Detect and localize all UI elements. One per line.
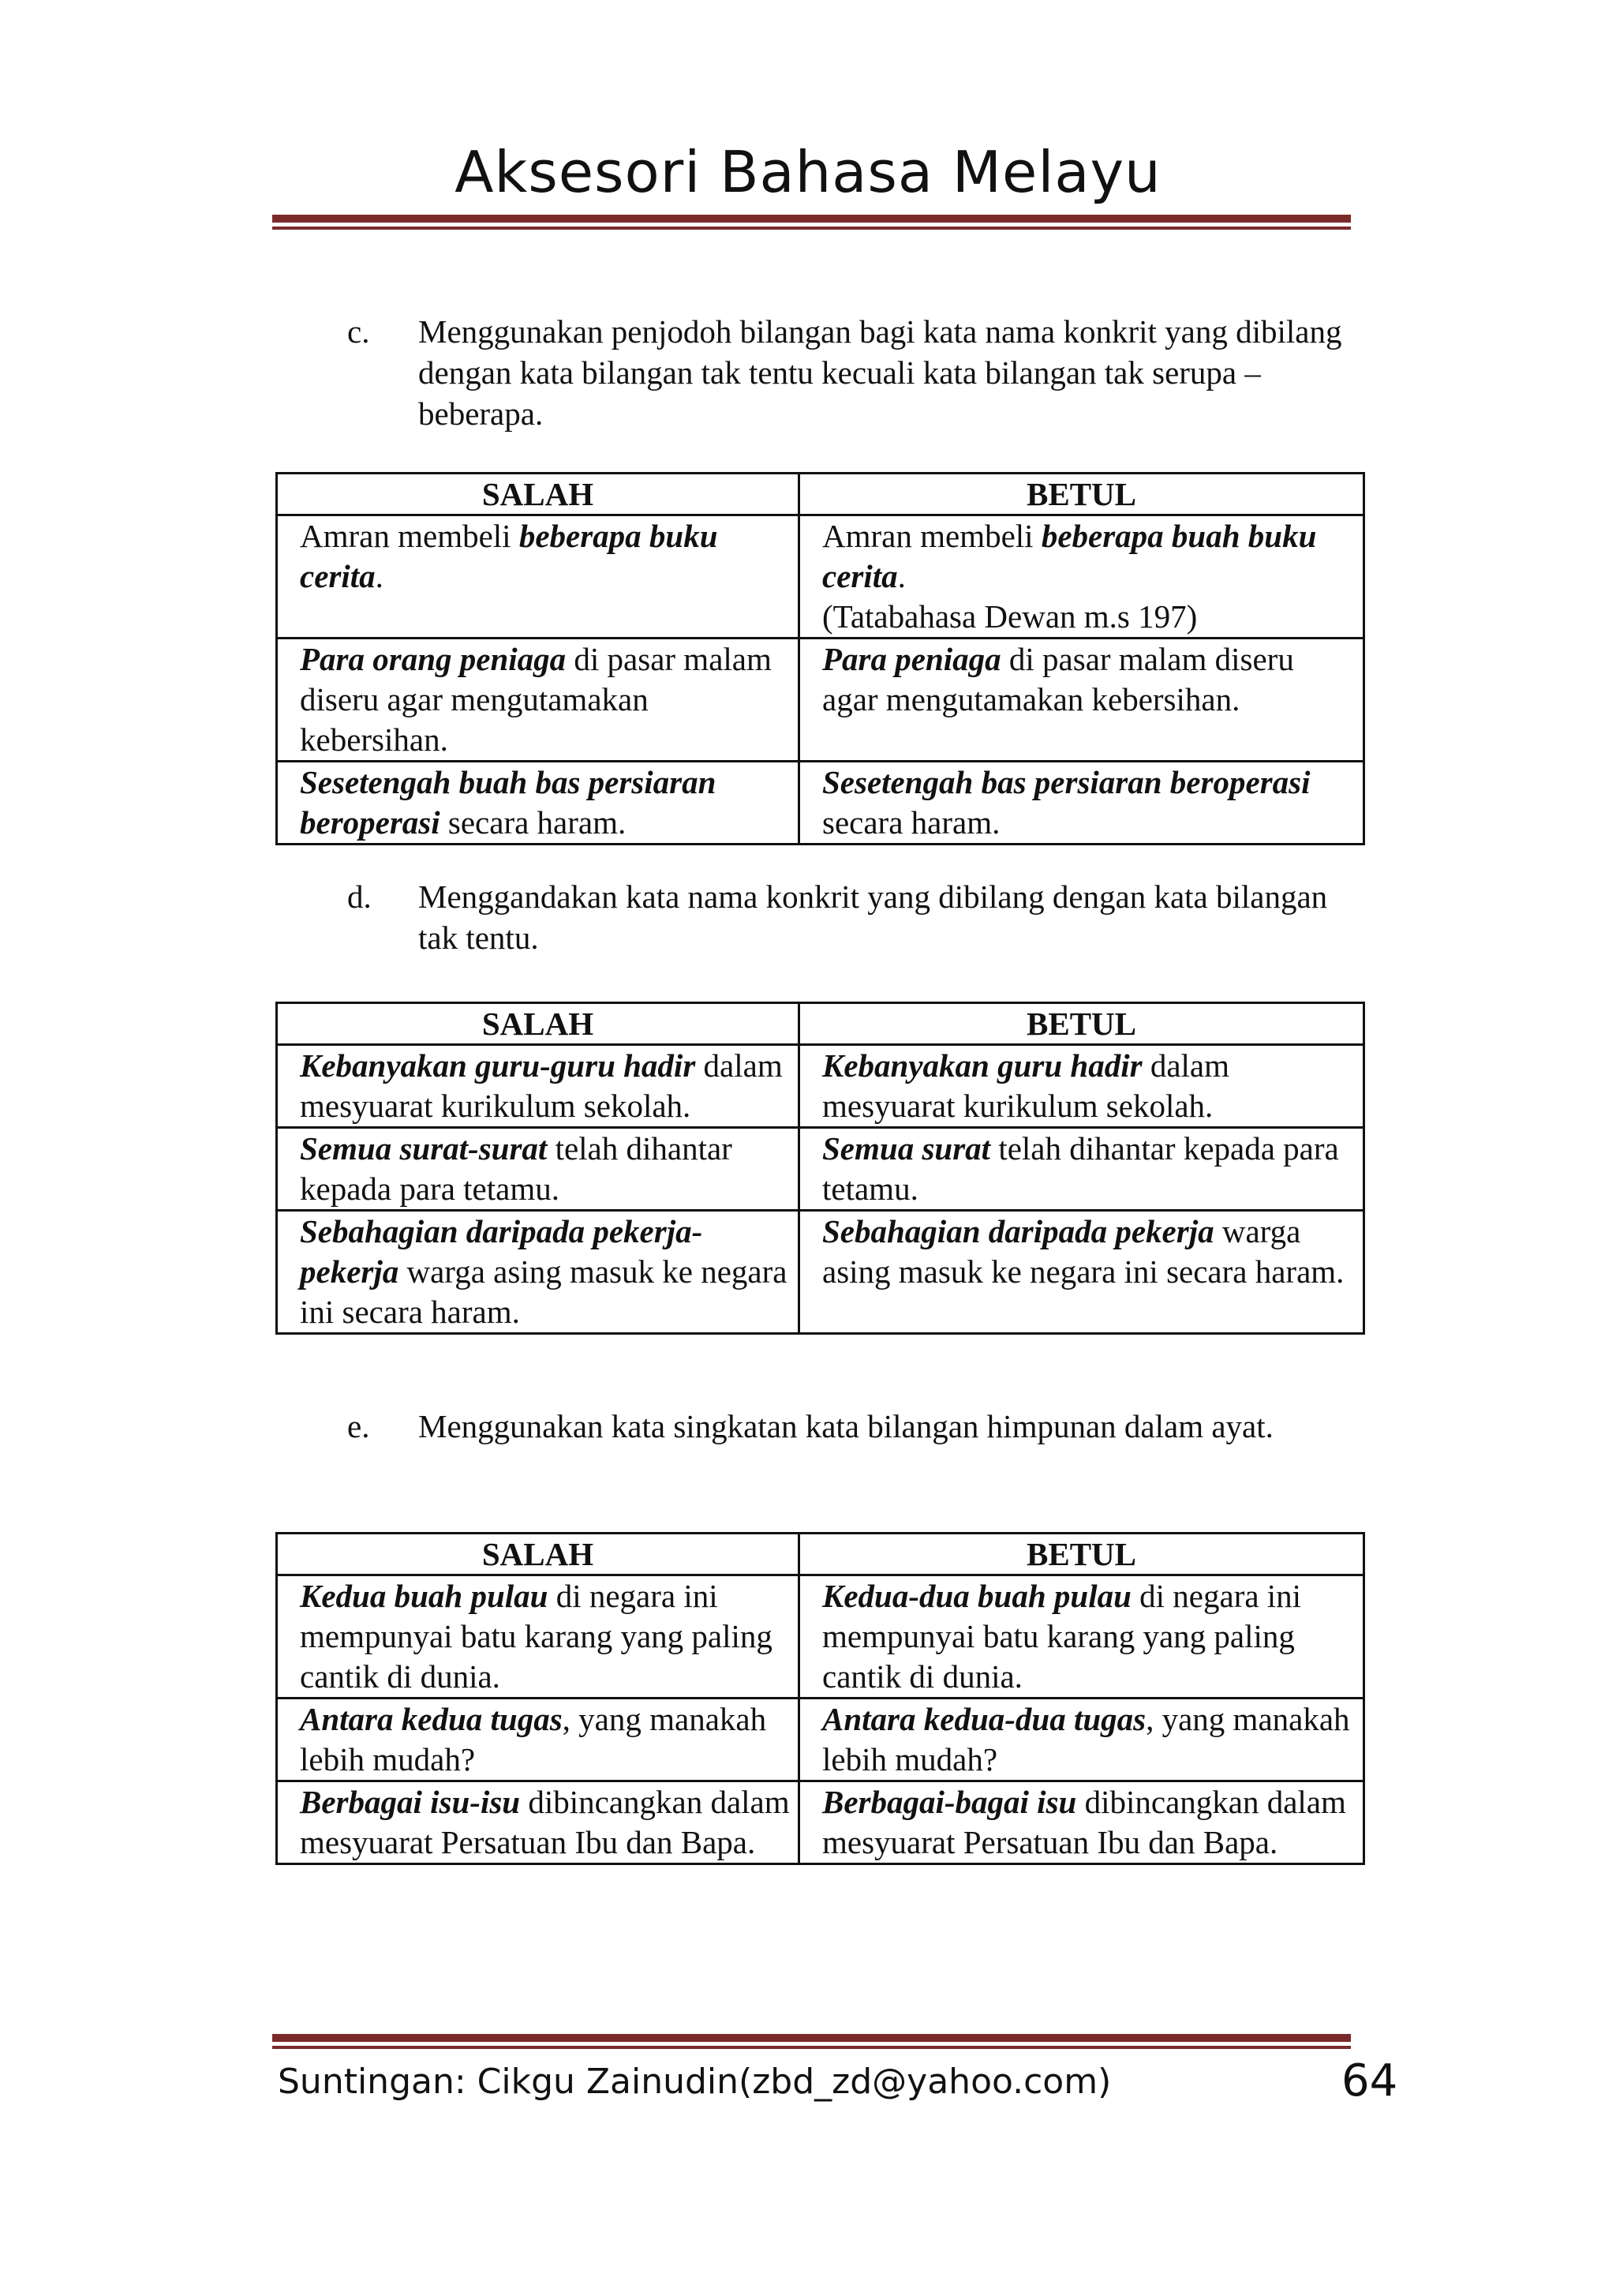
cell-betul: Amran membeli beberapa buah buku cerita. (Tatabahasa Dewan m.s 197): [799, 515, 1364, 639]
highlighted-phrase: Semua surat-surat: [300, 1130, 548, 1167]
highlighted-phrase: Sebahagian daripada pekerja: [822, 1213, 1214, 1249]
section-marker: d.: [347, 878, 372, 915]
highlighted-phrase: Kedua buah pulau: [300, 1578, 548, 1614]
table-row: [277, 1045, 1364, 1128]
comparison-table: [275, 1532, 1365, 1865]
table-row: [277, 762, 1364, 845]
cell-betul: Sesetengah bas persiaran beroperasi secara haram.: [799, 762, 1364, 845]
cell-salah: Para orang peniaga di pasar malam diseru agar mengutamakan kebersihan.: [277, 639, 799, 762]
cell-note: (Tatabahasa Dewan m.s 197): [822, 598, 1198, 635]
section-text: Menggunakan penjodoh bilangan bagi kata nama konkrit yang dibilang dengan kata bilangan tak tentu kecuali kata bilangan tak serupa – beberapa.: [418, 313, 1342, 432]
highlighted-phrase: Kedua-dua buah pulau: [822, 1578, 1132, 1614]
table-row: [277, 639, 1364, 762]
footer-credit: Suntingan: Cikgu Zainudin(zbd_zd@yahoo.com): [278, 2062, 1112, 2102]
header-salah: SALAH: [277, 474, 799, 515]
highlighted-phrase: beberapa buah buku cerita: [822, 518, 1317, 594]
section-marker: c.: [347, 313, 370, 350]
section-text: Menggandakan kata nama konkrit yang dibilang dengan kata bilangan tak tentu.: [418, 878, 1328, 956]
highlighted-phrase: Kebanyakan guru hadir: [822, 1047, 1143, 1084]
table-row: [277, 515, 1364, 639]
cell-betul: Kedua-dua buah pulau di negara ini mempunyai batu karang yang paling cantik di dunia.: [799, 1575, 1364, 1699]
table-row: [277, 1781, 1364, 1864]
table-header-row: [277, 1003, 1364, 1045]
cell-betul: Para peniaga di pasar malam diseru agar mengutamakan kebersihan.: [799, 639, 1364, 762]
highlighted-phrase: Sesetengah buah bas persiaran beroperasi: [300, 764, 716, 841]
highlighted-phrase: Antara kedua tugas: [300, 1701, 563, 1737]
highlighted-phrase: Berbagai-bagai isu: [822, 1784, 1077, 1820]
cell-salah: Semua surat-surat telah dihantar kepada para tetamu.: [277, 1128, 799, 1211]
highlighted-phrase: Semua surat: [822, 1130, 991, 1167]
table-row: [277, 1128, 1364, 1211]
cell-salah: Berbagai isu-isu dibincangkan dalam mesyuarat Persatuan Ibu dan Bapa.: [277, 1781, 799, 1864]
highlighted-phrase: Sesetengah bas persiaran beroperasi: [822, 764, 1311, 800]
header-salah: SALAH: [277, 1003, 799, 1045]
highlighted-phrase: beberapa buku cerita: [300, 518, 718, 594]
footer-rule: [272, 2034, 1351, 2049]
cell-salah: Sebahagian daripada pekerja-pekerja warga asing masuk ke negara ini secara haram.: [277, 1211, 799, 1334]
cell-betul: Antara kedua-dua tugas, yang manakah lebih mudah?: [799, 1699, 1364, 1781]
cell-betul: Kebanyakan guru hadir dalam mesyuarat kurikulum sekolah.: [799, 1045, 1364, 1128]
cell-salah: Amran membeli beberapa buku cerita.: [277, 515, 799, 639]
header-rule: [272, 215, 1351, 230]
section-text: Menggunakan kata singkatan kata bilangan himpunan dalam ayat.: [418, 1408, 1274, 1444]
header-salah: SALAH: [277, 1534, 799, 1575]
cell-betul: Sebahagian daripada pekerja warga asing masuk ke negara ini secara haram.: [799, 1211, 1364, 1334]
comparison-table: [275, 472, 1365, 845]
table-header-row: [277, 1534, 1364, 1575]
table-row: [277, 1575, 1364, 1699]
highlighted-phrase: Para orang peniaga: [300, 641, 567, 677]
table-row: [277, 1211, 1364, 1334]
cell-betul: Berbagai-bagai isu dibincangkan dalam mesyuarat Persatuan Ibu dan Bapa.: [799, 1781, 1364, 1864]
highlighted-phrase: Antara kedua-dua tugas: [822, 1701, 1147, 1737]
cell-salah: Antara kedua tugas, yang manakah lebih mudah?: [277, 1699, 799, 1781]
header-betul: BETUL: [799, 1534, 1364, 1575]
table-row: [277, 1699, 1364, 1781]
highlighted-phrase: Sebahagian daripada pekerja-pekerja: [300, 1213, 703, 1290]
header-betul: BETUL: [799, 1003, 1364, 1045]
cell-betul: Semua surat telah dihantar kepada para tetamu.: [799, 1128, 1364, 1211]
cell-salah: Kebanyakan guru-guru hadir dalam mesyuarat kurikulum sekolah.: [277, 1045, 799, 1128]
cell-salah: Kedua buah pulau di negara ini mempunyai batu karang yang paling cantik di dunia.: [277, 1575, 799, 1699]
cell-salah: Sesetengah buah bas persiaran beroperasi secara haram.: [277, 762, 799, 845]
highlighted-phrase: Para peniaga: [822, 641, 1001, 677]
highlighted-phrase: Berbagai isu-isu: [300, 1784, 521, 1820]
page-header-title: Aksesori Bahasa Melayu: [454, 139, 1162, 205]
table-header-row: [277, 474, 1364, 515]
comparison-table: [275, 1002, 1365, 1335]
header-betul: BETUL: [799, 474, 1364, 515]
highlighted-phrase: Kebanyakan guru-guru hadir: [300, 1047, 696, 1084]
page-number: 64: [1341, 2055, 1398, 2107]
section-marker: e.: [347, 1408, 370, 1444]
